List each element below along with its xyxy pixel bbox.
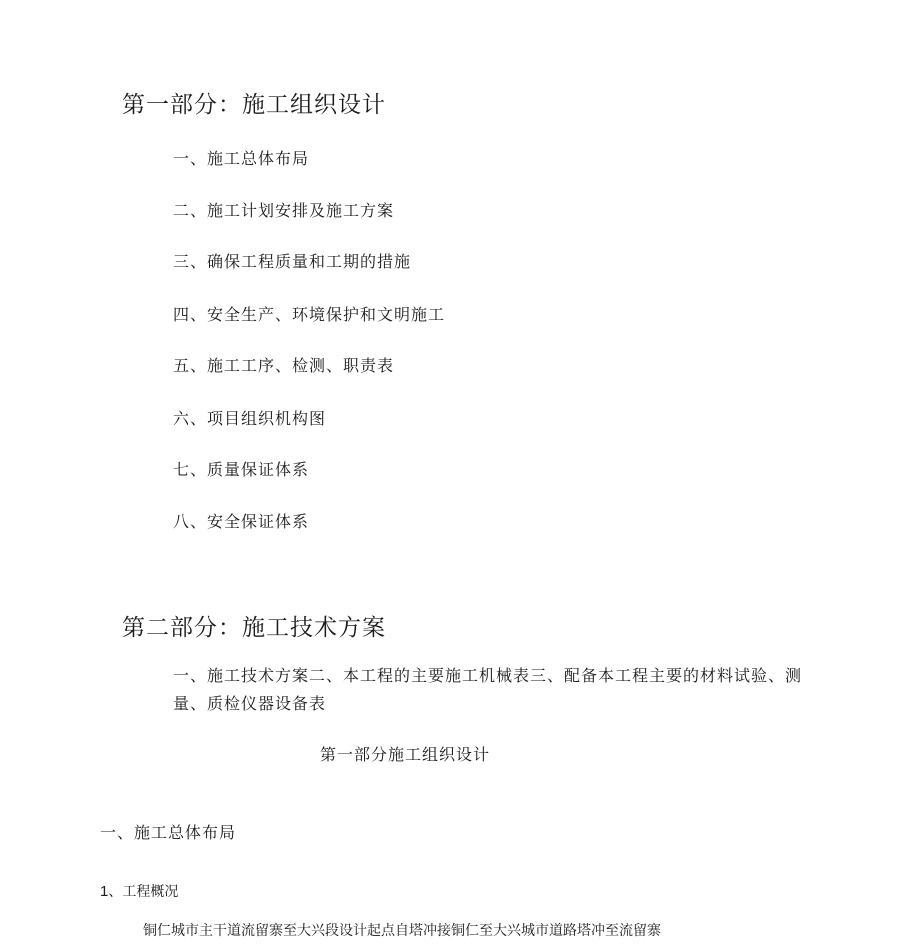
subsection-label: 、工程概况 bbox=[108, 884, 179, 900]
toc-item-7: 七、质量保证体系 bbox=[173, 460, 310, 479]
toc-item-1: 一、施工总体布局 bbox=[173, 149, 310, 168]
body-paragraph-line: 铜仁城市主干道流留寨至大兴段设计起点自塔冲接铜仁至大兴城市道路塔冲至流留寨 bbox=[143, 923, 661, 939]
toc-item-4: 四、安全生产、环境保护和文明施工 bbox=[173, 305, 446, 324]
part2-heading: 第二部分：施工技术方案 bbox=[122, 615, 386, 641]
toc-item-5: 五、施工工序、检测、职责表 bbox=[173, 356, 395, 375]
subsection-heading bbox=[100, 881, 178, 901]
subsection-number: 1 bbox=[100, 883, 109, 900]
section-heading: 一、施工总体布局 bbox=[100, 823, 237, 842]
part2-paragraph: 一、施工技术方案二、本工程的主要施工机械表三、配备本工程主要的材料试验、测量、质检仪器设备表 bbox=[173, 666, 803, 713]
toc-item-3: 三、确保工程质量和工期的措施 bbox=[173, 252, 412, 271]
toc-item-6: 六、项目组织机构图 bbox=[173, 409, 327, 428]
toc-item-8: 八、安全保证体系 bbox=[173, 512, 310, 531]
part1-heading: 第一部分：施工组织设计 bbox=[122, 92, 386, 118]
body-title: 第一部分施工组织设计 bbox=[320, 745, 491, 764]
toc-item-2: 二、施工计划安排及施工方案 bbox=[173, 201, 395, 220]
